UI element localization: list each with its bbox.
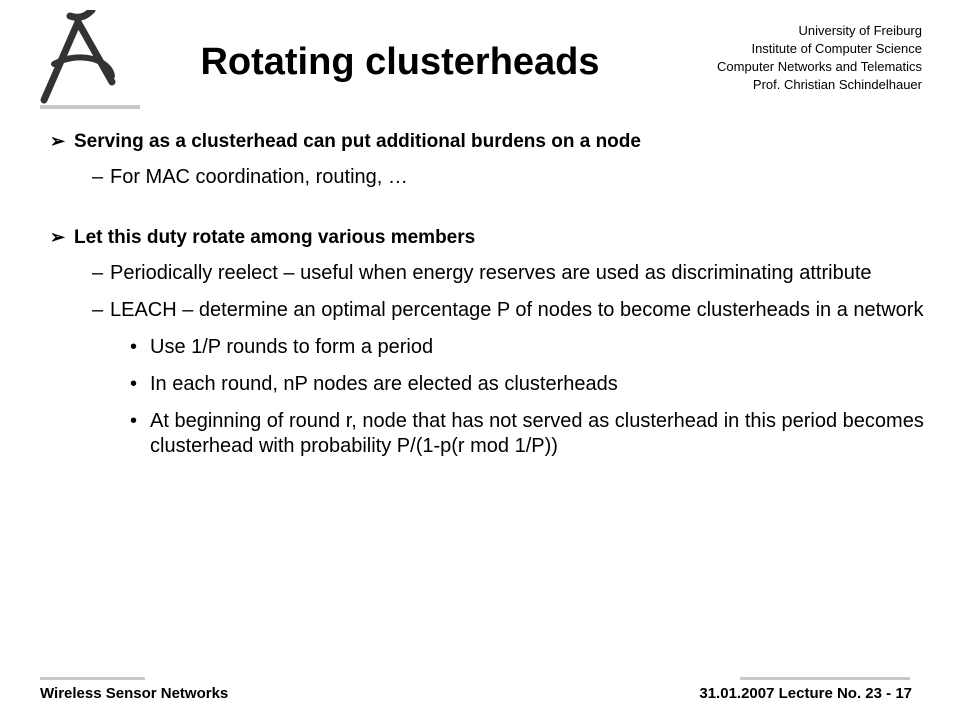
arrow-bullet-icon: ➢ [50,131,66,151]
header-divider [40,105,140,109]
bullet-level1 [50,128,930,155]
bullet-text: Serving as a clusterhead can put additional burdens on a node [74,131,641,152]
footer-lecture-info: 31.01.2007 Lecture No. 23 - 17 [699,685,912,702]
bullet-text: Periodically reelect – useful when energy reserves are used as discriminating attribute [110,262,872,284]
bullet-text: Use 1/P rounds to form a period [150,336,434,358]
affiliation-block [717,22,922,94]
affiliation-institute: Institute of Computer Science [751,41,922,56]
affiliation-university: University of Freiburg [798,23,922,38]
bullet-level2 [50,165,930,190]
bullet-text: At beginning of round r, node that has not served as clusterhead in this period becomes clusterhead with probability P/(1-p(r mod 1/P)) [150,410,924,457]
bullet-text: Let this duty rotate among various members [74,227,476,248]
slide-content [50,128,930,459]
bullet-level2 [50,298,930,323]
bullet-level3 [50,335,930,360]
bullet-level1 [50,224,930,251]
affiliation-group: Computer Networks and Telematics [717,59,922,74]
dash-bullet-icon: – [92,166,104,188]
bullet-text: In each round, nP nodes are elected as clusterheads [150,373,618,395]
footer-course-title: Wireless Sensor Networks [40,685,229,702]
footer-divider-right [740,677,910,680]
slide-title: Rotating clusterheads [200,41,600,83]
dash-bullet-icon: – [92,262,104,284]
dot-bullet-icon: • [130,336,138,358]
dot-bullet-icon: • [130,373,138,395]
affiliation-professor: Prof. Christian Schindelhauer [752,77,922,92]
university-logo-icon [30,10,142,110]
dash-bullet-icon: – [92,299,104,321]
arrow-bullet-icon: ➢ [50,227,66,247]
bullet-text: For MAC coordination, routing, … [110,166,408,188]
dot-bullet-icon: • [130,410,138,432]
bullet-level2 [50,261,930,286]
bullet-level3 [50,409,930,459]
footer-divider-left [40,677,145,680]
bullet-level3 [50,372,930,397]
bullet-text: LEACH – determine an optimal percentage P of nodes to become clusterheads in a network [110,299,924,321]
